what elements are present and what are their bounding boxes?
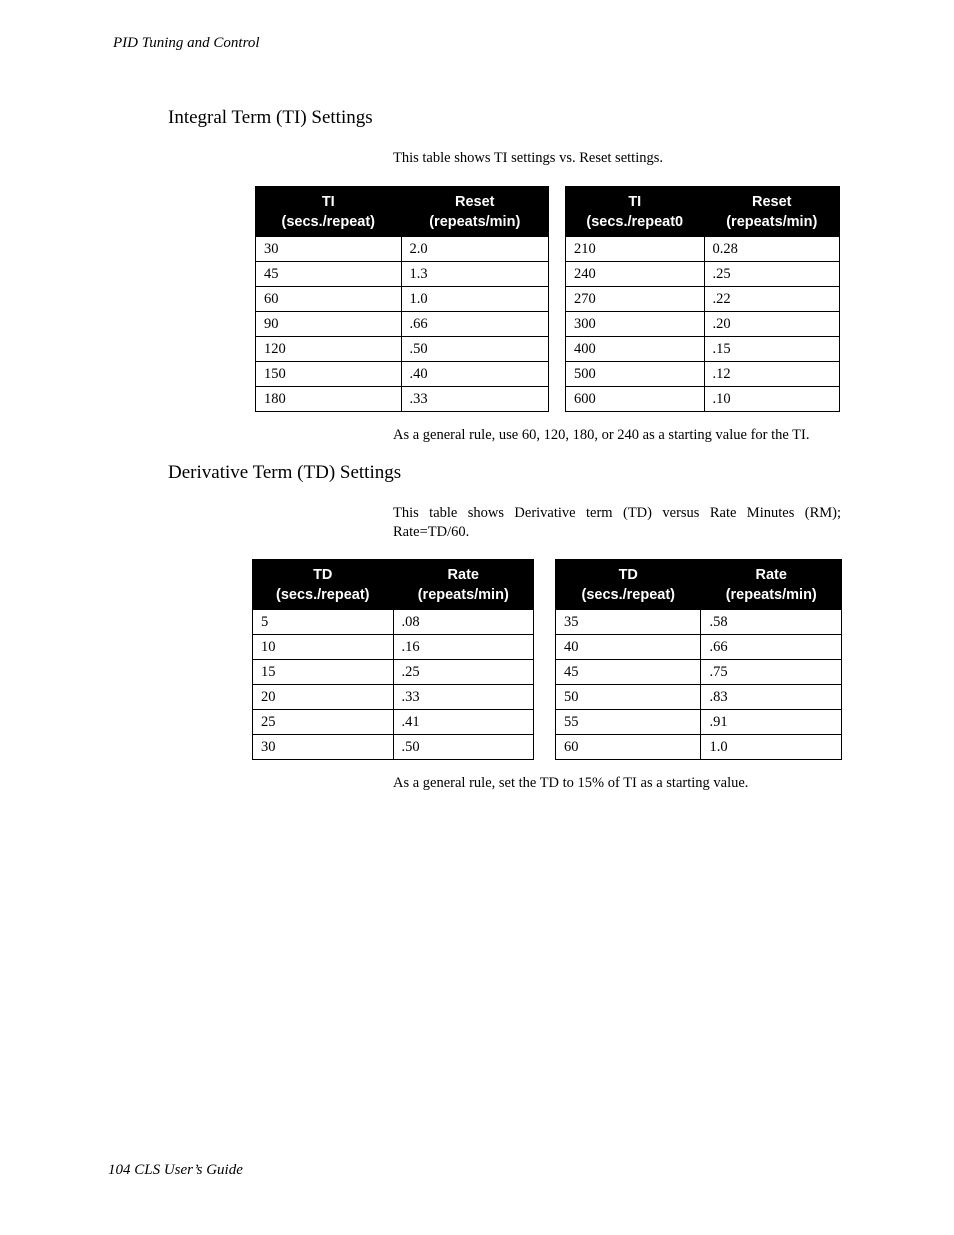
table-cell: .83 bbox=[701, 685, 842, 710]
table-cell: .15 bbox=[704, 337, 839, 362]
column-header-unit: (repeats/min) bbox=[725, 587, 817, 603]
column-header-unit: (repeats/min) bbox=[726, 214, 818, 230]
table-header-row bbox=[566, 187, 840, 237]
table-cell: 120 bbox=[256, 337, 402, 362]
column-header-title: TI bbox=[321, 194, 335, 210]
table-row bbox=[566, 362, 840, 387]
table-row bbox=[253, 710, 534, 735]
column-header bbox=[256, 187, 402, 237]
table-row bbox=[566, 287, 840, 312]
column-header-title: Reset bbox=[455, 194, 495, 210]
table-cell: .20 bbox=[704, 312, 839, 337]
table-row bbox=[566, 337, 840, 362]
table-body bbox=[256, 237, 549, 412]
table-cell: 300 bbox=[566, 312, 705, 337]
table-header-row bbox=[253, 560, 534, 610]
table-cell: 1.0 bbox=[401, 287, 548, 312]
table-row bbox=[253, 685, 534, 710]
table-cell: 600 bbox=[566, 387, 705, 412]
table-header-row bbox=[556, 560, 842, 610]
column-header-unit: (repeats/min) bbox=[417, 587, 509, 603]
table-cell: 50 bbox=[556, 685, 701, 710]
table-cell: 30 bbox=[253, 735, 394, 760]
table-header bbox=[566, 187, 840, 237]
table-cell: .75 bbox=[701, 660, 842, 685]
table-cell: 40 bbox=[556, 635, 701, 660]
table-cell: .66 bbox=[701, 635, 842, 660]
table-cell: .08 bbox=[393, 610, 534, 635]
table-cell: .50 bbox=[393, 735, 534, 760]
running-header: PID Tuning and Control bbox=[113, 35, 260, 51]
column-header-title: TD bbox=[313, 567, 333, 583]
table-header-row bbox=[256, 187, 549, 237]
table-cell: 60 bbox=[256, 287, 402, 312]
table-row bbox=[566, 262, 840, 287]
table-row bbox=[256, 312, 549, 337]
ti-intro-text: This table shows TI settings vs. Reset settings. bbox=[393, 150, 663, 166]
table-cell: 0.28 bbox=[704, 237, 839, 262]
table-row bbox=[566, 237, 840, 262]
table-cell: 10 bbox=[253, 635, 394, 660]
column-header bbox=[401, 187, 548, 237]
table-cell: .40 bbox=[401, 362, 548, 387]
table-cell: .66 bbox=[401, 312, 548, 337]
column-header-unit: (secs./repeat) bbox=[276, 587, 370, 603]
ti-reset-table-left bbox=[255, 186, 549, 412]
table-cell: 1.3 bbox=[401, 262, 548, 287]
table-cell: 20 bbox=[253, 685, 394, 710]
table-cell: 30 bbox=[256, 237, 402, 262]
table-body bbox=[556, 610, 842, 760]
table-cell: .16 bbox=[393, 635, 534, 660]
column-header bbox=[704, 187, 839, 237]
column-header bbox=[566, 187, 705, 237]
column-header bbox=[556, 560, 701, 610]
ti-rule-text: As a general rule, use 60, 120, 180, or 240 as a starting value for the TI. bbox=[393, 427, 810, 443]
table-row bbox=[556, 635, 842, 660]
table-cell: .25 bbox=[393, 660, 534, 685]
table-row bbox=[566, 387, 840, 412]
table-header bbox=[556, 560, 842, 610]
table-cell: 500 bbox=[566, 362, 705, 387]
table-row bbox=[256, 387, 549, 412]
table-cell: .12 bbox=[704, 362, 839, 387]
table-row bbox=[256, 262, 549, 287]
table-row bbox=[253, 635, 534, 660]
td-rate-table-right bbox=[555, 559, 842, 760]
table-row bbox=[556, 610, 842, 635]
table-cell: 45 bbox=[256, 262, 402, 287]
table-row bbox=[253, 660, 534, 685]
column-header-title: TI bbox=[628, 194, 642, 210]
ti-reset-table-right bbox=[565, 186, 840, 412]
table-row bbox=[256, 287, 549, 312]
td-section-heading: Derivative Term (TD) Settings bbox=[168, 462, 402, 483]
table-cell: 90 bbox=[256, 312, 402, 337]
table-cell: .33 bbox=[401, 387, 548, 412]
table-cell: .10 bbox=[704, 387, 839, 412]
column-header-unit: (secs./repeat0 bbox=[586, 214, 684, 230]
table-row bbox=[556, 685, 842, 710]
column-header-title: Rate bbox=[447, 567, 479, 583]
table-cell: 210 bbox=[566, 237, 705, 262]
column-header bbox=[253, 560, 394, 610]
table-cell: 5 bbox=[253, 610, 394, 635]
td-intro-text: This table shows Derivative term (TD) versus Rate Minutes (RM); Rate=TD/60. bbox=[393, 505, 841, 540]
table-cell: .25 bbox=[704, 262, 839, 287]
column-header-unit: (repeats/min) bbox=[429, 214, 521, 230]
table-body bbox=[566, 237, 840, 412]
table-row bbox=[253, 610, 534, 635]
table-header bbox=[256, 187, 549, 237]
td-rate-table-left bbox=[252, 559, 534, 760]
column-header bbox=[701, 560, 842, 610]
table-row bbox=[556, 660, 842, 685]
table-cell: .22 bbox=[704, 287, 839, 312]
column-header-title: Reset bbox=[752, 194, 792, 210]
table-row bbox=[256, 337, 549, 362]
column-header-title: TD bbox=[618, 567, 638, 583]
table-cell: 1.0 bbox=[701, 735, 842, 760]
table-row bbox=[566, 312, 840, 337]
running-footer: 104 CLS User’s Guide bbox=[108, 1162, 243, 1178]
table-cell: 25 bbox=[253, 710, 394, 735]
table-cell: 60 bbox=[556, 735, 701, 760]
table-cell: 400 bbox=[566, 337, 705, 362]
column-header-title: Rate bbox=[755, 567, 787, 583]
table-cell: 2.0 bbox=[401, 237, 548, 262]
table-cell: 150 bbox=[256, 362, 402, 387]
table-body bbox=[253, 610, 534, 760]
table-cell: .50 bbox=[401, 337, 548, 362]
table-row bbox=[256, 237, 549, 262]
table-cell: 55 bbox=[556, 710, 701, 735]
column-header-unit: (secs./repeat) bbox=[281, 214, 375, 230]
td-rule-text: As a general rule, set the TD to 15% of TI as a starting value. bbox=[393, 775, 749, 791]
column-header bbox=[393, 560, 534, 610]
column-header-unit: (secs./repeat) bbox=[581, 587, 675, 603]
table-cell: .41 bbox=[393, 710, 534, 735]
table-cell: .91 bbox=[701, 710, 842, 735]
table-cell: 240 bbox=[566, 262, 705, 287]
table-cell: 270 bbox=[566, 287, 705, 312]
ti-section-heading: Integral Term (TI) Settings bbox=[168, 107, 373, 128]
table-header bbox=[253, 560, 534, 610]
table-cell: 180 bbox=[256, 387, 402, 412]
table-cell: .33 bbox=[393, 685, 534, 710]
table-cell: 45 bbox=[556, 660, 701, 685]
table-cell: 35 bbox=[556, 610, 701, 635]
table-row bbox=[556, 710, 842, 735]
table-cell: 15 bbox=[253, 660, 394, 685]
table-row bbox=[556, 735, 842, 760]
table-row bbox=[253, 735, 534, 760]
table-cell: .58 bbox=[701, 610, 842, 635]
table-row bbox=[256, 362, 549, 387]
